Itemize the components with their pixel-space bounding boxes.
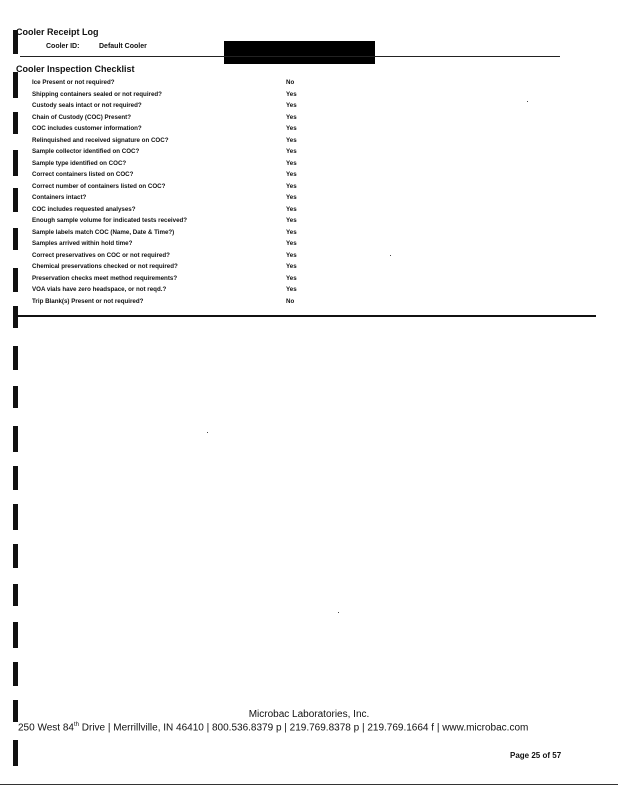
checklist-row bbox=[32, 148, 332, 160]
address-ordinal: th bbox=[73, 722, 79, 728]
checklist-row bbox=[32, 286, 332, 298]
checklist-answer: Yes bbox=[286, 148, 297, 155]
checklist-answer: Yes bbox=[286, 90, 297, 98]
checklist-question: Sample labels match COC (Name, Date & Time?) bbox=[32, 228, 175, 236]
checklist-question: Samples arrived within hold time? bbox=[32, 240, 133, 247]
checklist-answer: Yes bbox=[286, 182, 297, 190]
address-details: Drive | Merrillville, IN 46410 | 800.536.8379 p | 219.769.8378 p | 219.769.1664 f | www.microbac.com bbox=[78, 722, 529, 734]
binder-mark bbox=[13, 466, 18, 490]
binder-mark bbox=[13, 386, 18, 408]
binder-mark bbox=[13, 584, 18, 606]
checklist-row bbox=[32, 298, 332, 310]
checklist-question: Sample collector identified on COC? bbox=[32, 148, 140, 155]
checklist-answer: Yes bbox=[286, 136, 297, 144]
cooler-id-label: Cooler ID: bbox=[46, 43, 80, 50]
checklist-answer: Yes bbox=[286, 171, 297, 178]
checklist-answer: Yes bbox=[286, 217, 297, 224]
binder-mark bbox=[13, 426, 18, 452]
checklist-answer: No bbox=[286, 297, 295, 305]
checklist-question: Relinquished and received signature on COC? bbox=[32, 136, 169, 144]
binder-mark bbox=[13, 72, 18, 98]
scan-speck bbox=[527, 101, 528, 102]
checklist-answer: Yes bbox=[286, 159, 297, 167]
divider bbox=[16, 315, 596, 317]
checklist-title: Cooler Inspection Checklist bbox=[16, 64, 135, 74]
binder-mark bbox=[13, 740, 18, 766]
checklist-row bbox=[32, 125, 332, 137]
checklist-question: Preservation checks meet method requirements? bbox=[32, 274, 178, 282]
checklist-answer: Yes bbox=[286, 228, 297, 236]
cooler-id-value: Default Cooler bbox=[99, 43, 147, 50]
checklist-row bbox=[32, 275, 332, 287]
scan-speck bbox=[390, 255, 391, 256]
checklist-question: COC includes requested analyses? bbox=[32, 205, 136, 213]
checklist-answer: Yes bbox=[286, 274, 297, 282]
checklist-question: Correct number of containers listed on COC? bbox=[32, 182, 166, 190]
checklist-row bbox=[32, 79, 332, 91]
checklist-answer: Yes bbox=[286, 205, 297, 213]
company-name: Microbac Laboratories, Inc. bbox=[248, 709, 370, 720]
binder-mark bbox=[13, 306, 18, 328]
binder-mark bbox=[13, 662, 18, 686]
checklist-answer: Yes bbox=[286, 286, 297, 293]
checklist-answer: Yes bbox=[286, 125, 297, 132]
checklist-question: Chemical preservations checked or not required? bbox=[32, 263, 178, 270]
checklist-row bbox=[32, 252, 332, 264]
checklist-question: Shipping containers sealed or not required? bbox=[32, 90, 162, 98]
checklist-row bbox=[32, 217, 332, 229]
checklist-answer: Yes bbox=[286, 194, 297, 201]
checklist-row bbox=[32, 194, 332, 206]
checklist-row bbox=[32, 102, 332, 114]
checklist-question: Containers intact? bbox=[32, 194, 87, 201]
binder-mark bbox=[13, 228, 18, 250]
divider bbox=[0, 784, 618, 785]
checklist-answer: Yes bbox=[286, 251, 297, 259]
binder-mark bbox=[13, 504, 18, 530]
redaction-box bbox=[224, 41, 375, 64]
checklist-question: Sample type identified on COC? bbox=[32, 159, 127, 167]
page-title: Cooler Receipt Log bbox=[16, 27, 99, 37]
checklist-row bbox=[32, 114, 332, 126]
binder-mark bbox=[13, 112, 18, 134]
checklist-row bbox=[32, 171, 332, 183]
checklist-row bbox=[32, 263, 332, 275]
binder-mark bbox=[13, 268, 18, 292]
binder-mark bbox=[13, 622, 18, 648]
checklist-row bbox=[32, 240, 332, 252]
checklist-question: Chain of Custody (COC) Present? bbox=[32, 113, 132, 121]
binder-mark bbox=[13, 346, 18, 370]
inspection-checklist bbox=[32, 79, 332, 309]
checklist-answer: Yes bbox=[286, 102, 297, 109]
checklist-question: Correct preservatives on COC or not required? bbox=[32, 251, 170, 259]
checklist-question: Custody seals intact or not required? bbox=[32, 102, 142, 109]
divider bbox=[20, 56, 560, 57]
checklist-question: COC includes customer information? bbox=[32, 125, 142, 132]
checklist-answer: Yes bbox=[286, 240, 297, 247]
page-number: Page 25 of 57 bbox=[510, 751, 562, 760]
binder-mark bbox=[13, 150, 18, 176]
checklist-question: Correct containers listed on COC? bbox=[32, 171, 134, 178]
scan-speck bbox=[207, 432, 208, 433]
checklist-row bbox=[32, 229, 332, 241]
company-address bbox=[18, 722, 528, 733]
binder-mark bbox=[13, 544, 18, 568]
checklist-row bbox=[32, 160, 332, 172]
checklist-question: VOA vials have zero headspace, or not reqd.? bbox=[32, 286, 167, 293]
checklist-row bbox=[32, 183, 332, 195]
checklist-question: Enough sample volume for indicated tests received? bbox=[32, 217, 188, 224]
checklist-row bbox=[32, 206, 332, 218]
checklist-answer: No bbox=[286, 79, 295, 86]
checklist-answer: Yes bbox=[286, 113, 297, 121]
checklist-question: Trip Blank(s) Present or not required? bbox=[32, 297, 144, 305]
checklist-row bbox=[32, 91, 332, 103]
checklist-row bbox=[32, 137, 332, 149]
checklist-answer: Yes bbox=[286, 263, 297, 270]
checklist-question: Ice Present or not required? bbox=[32, 79, 115, 86]
binder-mark bbox=[13, 188, 18, 212]
address-street: 250 West 84 bbox=[18, 722, 74, 734]
scan-speck bbox=[338, 612, 339, 613]
